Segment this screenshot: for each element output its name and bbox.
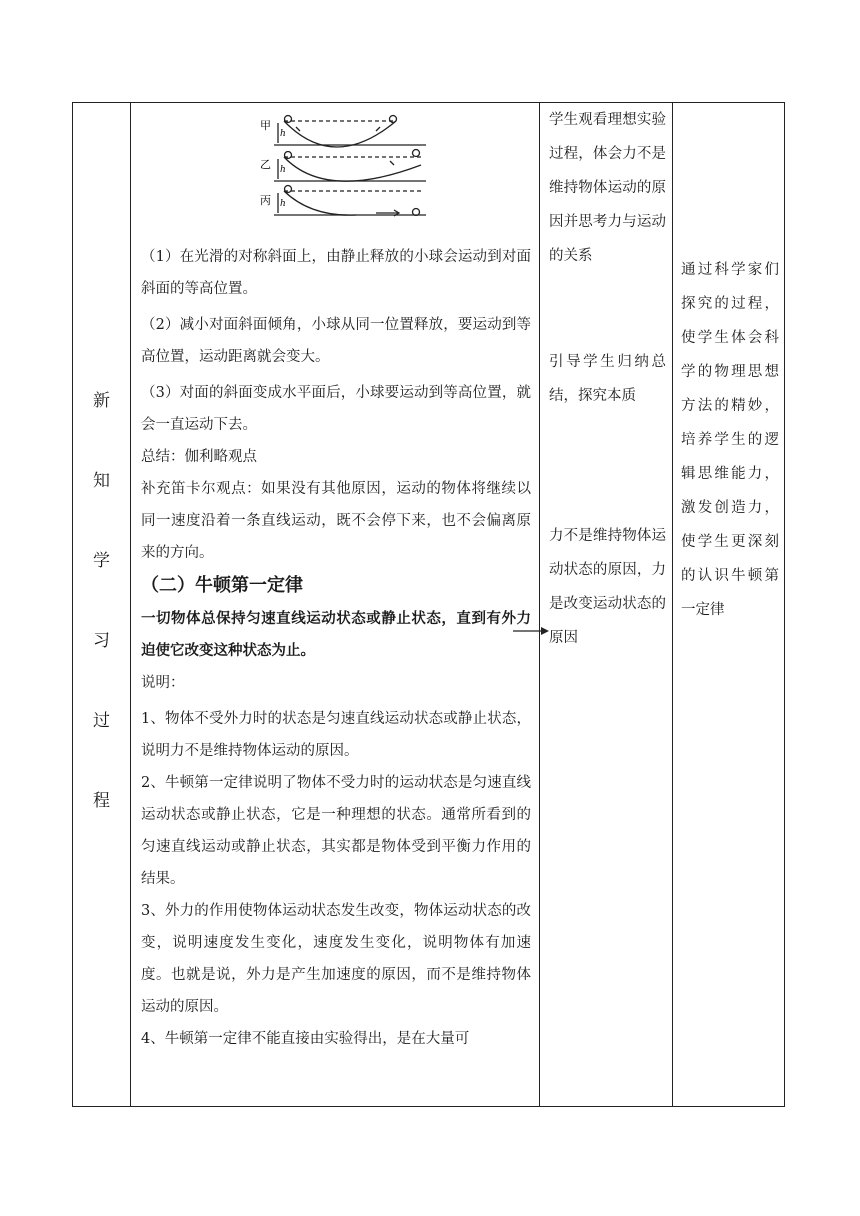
note-item-1: 1、物体不受外力时的状态是匀速直线运动状态或静止状态，说明力不是维持物体运动的原因。 <box>141 711 531 759</box>
stage-label-column <box>73 103 130 1106</box>
note-label: 说明： <box>141 675 185 691</box>
height-label: h <box>280 165 286 175</box>
paragraph-experiment-3: （3）对面的斜面变成水平面后，小球要运动到等高位置，就会一直运动下去。 <box>141 385 531 433</box>
lesson-table <box>72 102 785 1107</box>
figure-label-yi: 乙 <box>260 158 271 171</box>
stage-char: 程 <box>93 791 110 811</box>
figure-label-jia: 甲 <box>260 119 271 132</box>
stage-char: 新 <box>93 391 110 411</box>
stage-char: 习 <box>93 631 110 651</box>
content-column <box>131 103 539 1055</box>
height-label: h <box>280 199 286 209</box>
newton-law-statement: 一切物体总保持匀速直线运动状态或静止状态，直到有外力迫使它改变这种状态为止。 <box>141 611 531 659</box>
section-heading: （二）牛顿第一定律 <box>141 575 303 596</box>
stage-char: 过 <box>93 711 110 731</box>
activity-text-1: 学生观看理想实验过程，体会力不是维持物体运动的原因并思考力与运动的关系 <box>549 112 666 264</box>
note-item-2: 2、牛顿第一定律说明了物体不受力时的运动状态是匀速直线运动状态或静止状态，它是一种理想的状态。通常所看到的匀速直线运动或静止状态，其实都是物体受到平衡力作用的结果。 <box>141 775 531 887</box>
note-item-3: 3、外力的作用使物体运动状态发生改变，物体运动状态的改变，说明速度发生变化，速度发生变化，说明物体有加速度。也就是说，外力是产生加速度的原因，而不是维持物体运动的原因。 <box>141 903 531 1015</box>
stage-char: 学 <box>93 551 110 571</box>
paragraph-descartes: 补充笛卡尔观点：如果没有其他原因，运动的物体将继续以同一速度沿着一条直线运动，既不会停下来，也不会偏离原来的方向。 <box>141 481 531 561</box>
paragraph-experiment-2: （2）减小对面斜面倾角，小球从同一位置释放，要运动到等高位置，运动距离就会变大。 <box>141 317 531 365</box>
activity-text-2: 引导学生归纳总结，探究本质 <box>549 354 666 404</box>
activity-column <box>540 103 672 655</box>
note-item-4: 4、牛顿第一定律不能直接由实验得出，是在大量可 <box>141 1031 470 1047</box>
galileo-ramp-figure <box>256 109 456 221</box>
paragraph-summary: 总结：伽利略观点 <box>141 449 257 465</box>
intent-text: 通过科学家们探究的过程，使学生体会科学的物理思想方法的精妙，培养学生的逻辑思维能力，激发创造力，使学生更深刻的认识牛顿第一定律 <box>681 262 779 618</box>
activity-text-3: 力不是维持物体运动状态的原因，力是改变运动状态的原因 <box>549 528 666 646</box>
height-label: h <box>280 129 286 139</box>
stage-char: 知 <box>93 471 110 491</box>
intent-column <box>673 103 785 627</box>
paragraph-experiment-1: （1）在光滑的对称斜面上，由静止释放的小球会运动到对面斜面的等高位置。 <box>141 249 531 297</box>
figure-label-bing: 丙 <box>260 194 271 207</box>
